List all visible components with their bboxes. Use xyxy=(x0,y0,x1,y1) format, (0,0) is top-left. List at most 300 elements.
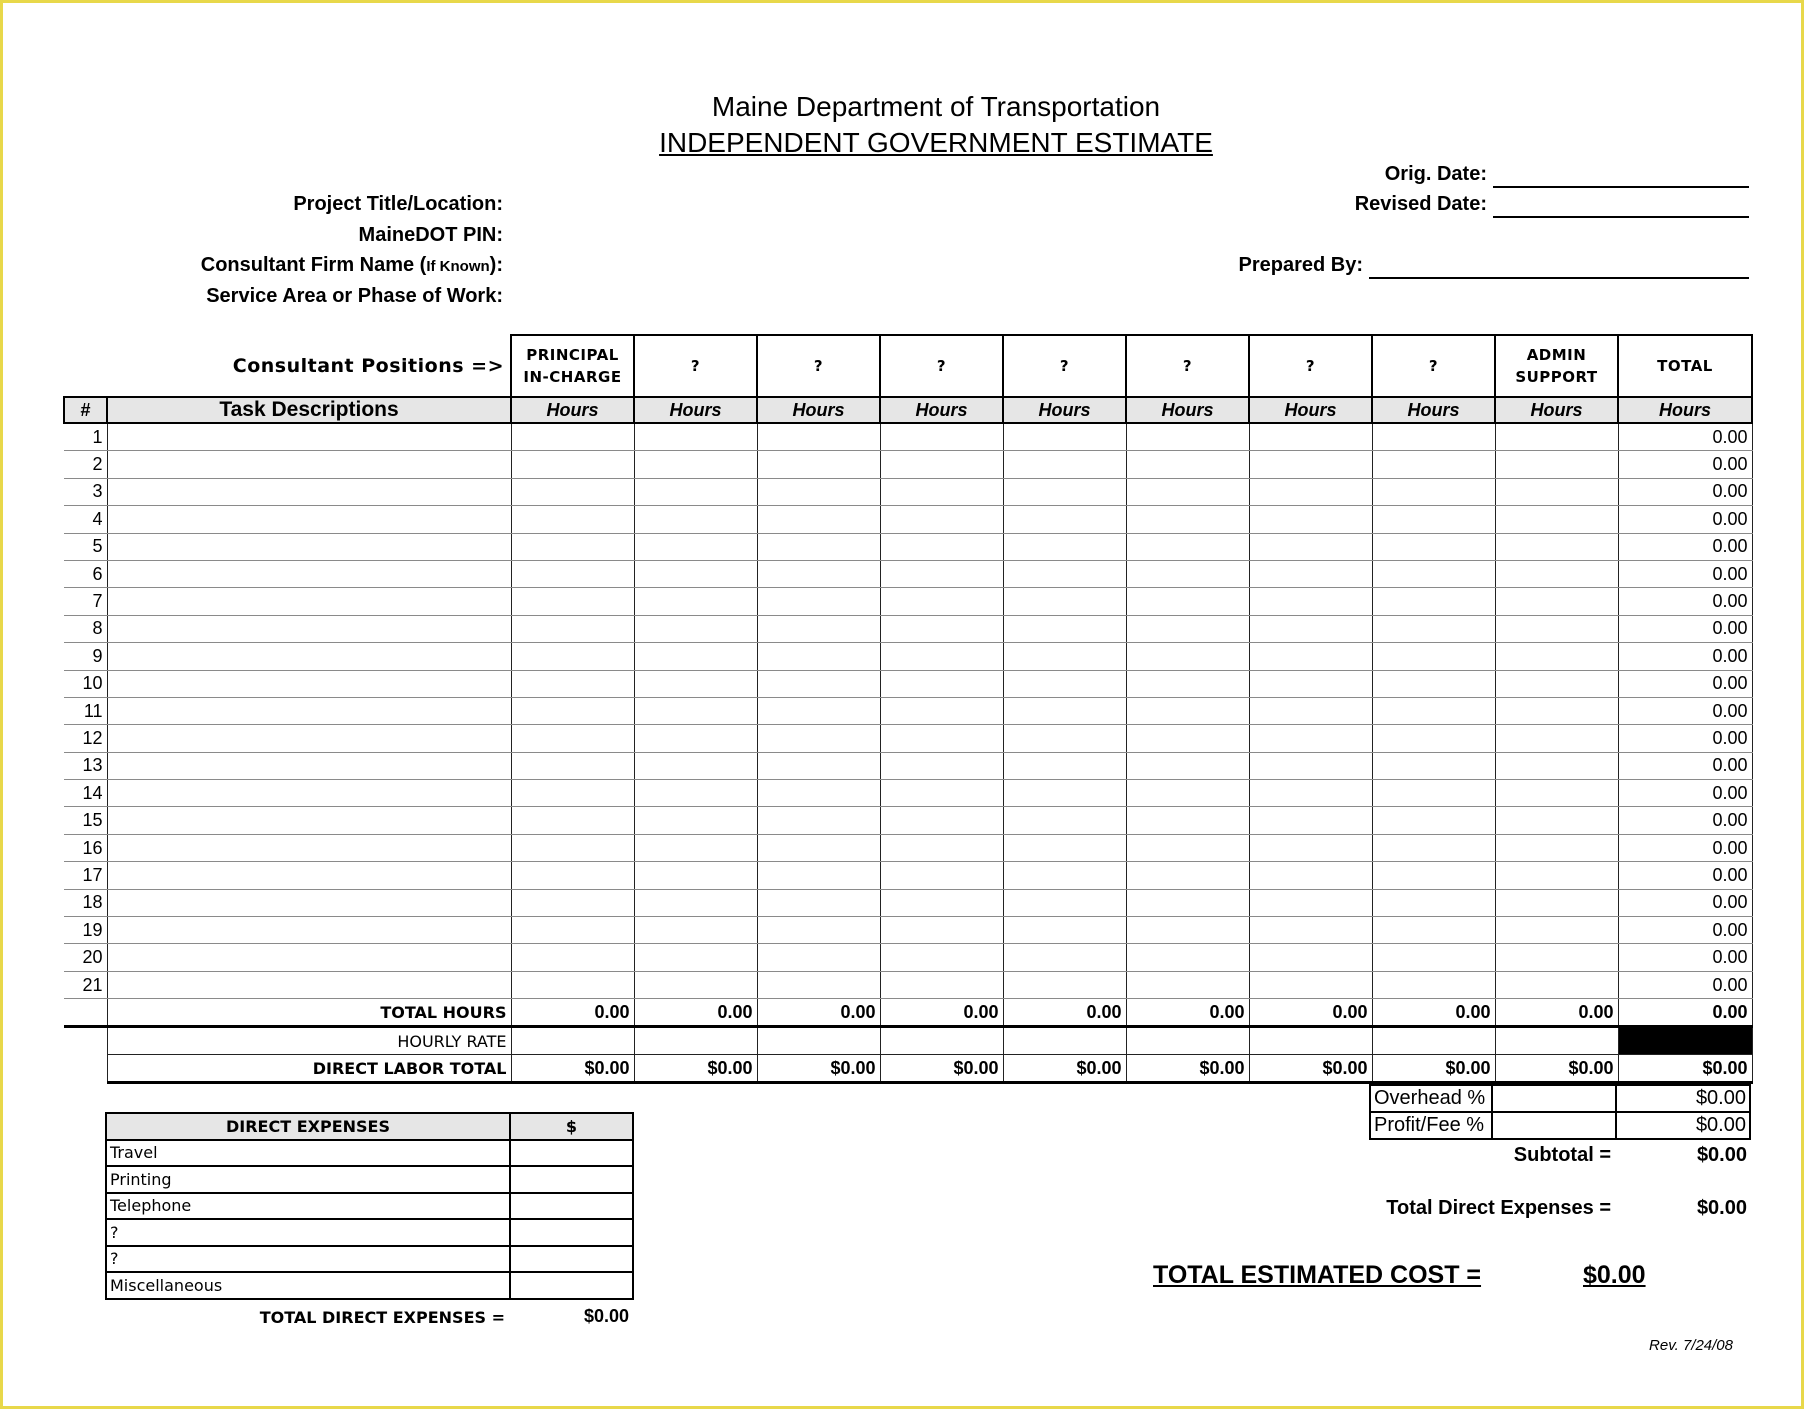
hourly-rate-cell[interactable] xyxy=(1249,1027,1372,1055)
subtotal-label: Subtotal = xyxy=(1513,1144,1611,1166)
hours-cell[interactable] xyxy=(1372,725,1495,752)
hours-cell[interactable] xyxy=(1495,506,1618,533)
hours-cell[interactable] xyxy=(511,451,634,478)
hours-cell[interactable] xyxy=(1003,807,1126,834)
hours-cell[interactable] xyxy=(1126,615,1249,642)
hours-cell[interactable] xyxy=(880,615,1003,642)
hours-cell[interactable] xyxy=(1249,944,1372,971)
hours-cell[interactable] xyxy=(1003,560,1126,587)
hours-cell[interactable] xyxy=(1495,780,1618,807)
hours-cell[interactable] xyxy=(1126,533,1249,560)
hours-cell[interactable] xyxy=(757,615,880,642)
hours-cell[interactable] xyxy=(634,780,757,807)
row-number: 4 xyxy=(64,506,107,533)
firm-label-small: If Known xyxy=(426,258,490,275)
hours-cell[interactable] xyxy=(1126,560,1249,587)
hours-cell[interactable] xyxy=(634,889,757,916)
revised-date-field[interactable] xyxy=(1493,216,1749,218)
direct-labor-row xyxy=(64,1055,1752,1083)
expense-row xyxy=(106,1272,633,1299)
direct-labor-cell: $0.00 xyxy=(634,1055,757,1083)
hours-cell[interactable] xyxy=(511,560,634,587)
hours-cell[interactable] xyxy=(634,725,757,752)
task-description-cell[interactable] xyxy=(107,725,511,752)
hours-cell[interactable] xyxy=(1126,643,1249,670)
hours-cell[interactable] xyxy=(1372,834,1495,861)
hours-cell[interactable] xyxy=(1372,670,1495,697)
hourly-rate-cell[interactable] xyxy=(1372,1027,1495,1055)
hourly-rate-cell[interactable] xyxy=(1126,1027,1249,1055)
hours-cell[interactable] xyxy=(880,862,1003,889)
task-description-cell[interactable] xyxy=(107,670,511,697)
hourly-rate-cell[interactable] xyxy=(511,1027,634,1055)
hours-cell[interactable] xyxy=(1495,944,1618,971)
hours-grid xyxy=(63,334,1753,1084)
expense-row xyxy=(106,1219,633,1246)
hours-cell[interactable] xyxy=(1372,478,1495,505)
row-total-hours: 0.00 xyxy=(1618,697,1752,724)
row-total-hours: 0.00 xyxy=(1618,588,1752,615)
hours-cell[interactable] xyxy=(1372,423,1495,451)
hours-cell[interactable] xyxy=(511,615,634,642)
hourly-rate-label: HOURLY RATE xyxy=(107,1027,511,1055)
hours-cell[interactable] xyxy=(634,423,757,451)
hours-cell[interactable] xyxy=(1495,478,1618,505)
task-description-cell[interactable] xyxy=(107,917,511,944)
hours-cell[interactable] xyxy=(880,643,1003,670)
hours-cell[interactable] xyxy=(880,697,1003,724)
hours-cell[interactable] xyxy=(1249,506,1372,533)
hours-cell[interactable] xyxy=(1003,697,1126,724)
total-hours-cell: 0.00 xyxy=(1618,999,1752,1027)
hours-cell[interactable] xyxy=(1495,615,1618,642)
form-title: INDEPENDENT GOVERNMENT ESTIMATE xyxy=(659,127,1213,158)
hours-cell[interactable] xyxy=(1372,643,1495,670)
hours-cell[interactable] xyxy=(511,944,634,971)
hours-cell[interactable] xyxy=(880,752,1003,779)
hours-cell[interactable] xyxy=(1249,725,1372,752)
row-number: 8 xyxy=(64,615,107,642)
expense-amount-cell[interactable] xyxy=(510,1272,633,1299)
row-number: 14 xyxy=(64,780,107,807)
hours-cell[interactable] xyxy=(757,834,880,861)
expense-row xyxy=(106,1246,633,1273)
hours-cell[interactable] xyxy=(757,752,880,779)
hours-cell[interactable] xyxy=(1003,451,1126,478)
hours-cell[interactable] xyxy=(757,862,880,889)
hours-cell[interactable] xyxy=(634,944,757,971)
hours-cell[interactable] xyxy=(634,588,757,615)
task-description-cell[interactable] xyxy=(107,944,511,971)
direct-labor-cell: $0.00 xyxy=(1495,1055,1618,1083)
hours-cell[interactable] xyxy=(1003,780,1126,807)
hours-cell[interactable] xyxy=(1495,588,1618,615)
hours-cell[interactable] xyxy=(634,478,757,505)
hours-cell[interactable] xyxy=(1126,971,1249,998)
hours-cell[interactable] xyxy=(1126,697,1249,724)
hours-cell[interactable] xyxy=(757,780,880,807)
hours-cell[interactable] xyxy=(1003,588,1126,615)
hours-cell[interactable] xyxy=(511,423,634,451)
task-description-cell[interactable] xyxy=(107,423,511,451)
hours-cell[interactable] xyxy=(1003,862,1126,889)
expense-amount-cell[interactable] xyxy=(510,1246,633,1273)
hours-cell[interactable] xyxy=(1003,643,1126,670)
table-row xyxy=(64,697,1752,724)
hours-cell[interactable] xyxy=(1249,971,1372,998)
hours-cell[interactable] xyxy=(880,834,1003,861)
hours-cell[interactable] xyxy=(757,889,880,916)
hours-cell[interactable] xyxy=(880,917,1003,944)
hours-cell[interactable] xyxy=(1495,807,1618,834)
hours-cell[interactable] xyxy=(511,862,634,889)
hours-cell[interactable] xyxy=(634,533,757,560)
table-row xyxy=(64,588,1752,615)
row-total-hours: 0.00 xyxy=(1618,862,1752,889)
task-description-cell[interactable] xyxy=(107,697,511,724)
hours-cell[interactable] xyxy=(1372,451,1495,478)
orig-date-label: Orig. Date: xyxy=(1384,163,1487,185)
prepared-by-field[interactable] xyxy=(1369,277,1749,279)
hours-cell[interactable] xyxy=(1003,506,1126,533)
hours-cell[interactable] xyxy=(880,725,1003,752)
hours-cell[interactable] xyxy=(1249,451,1372,478)
hours-cell[interactable] xyxy=(757,588,880,615)
hours-cell[interactable] xyxy=(1126,423,1249,451)
hours-cell[interactable] xyxy=(1495,533,1618,560)
hours-cell[interactable] xyxy=(757,944,880,971)
table-row xyxy=(64,752,1752,779)
row-total-hours: 0.00 xyxy=(1618,944,1752,971)
hours-cell[interactable] xyxy=(1126,752,1249,779)
hours-cell[interactable] xyxy=(511,917,634,944)
firm-label-end: ): xyxy=(489,254,503,276)
hours-cell[interactable] xyxy=(1372,862,1495,889)
hours-cell[interactable] xyxy=(757,533,880,560)
hours-cell[interactable] xyxy=(1126,588,1249,615)
hours-cell[interactable] xyxy=(511,889,634,916)
hours-cell[interactable] xyxy=(1249,697,1372,724)
hours-cell[interactable] xyxy=(1249,807,1372,834)
hours-cell[interactable] xyxy=(1249,588,1372,615)
hours-cell[interactable] xyxy=(1372,697,1495,724)
hours-cell[interactable] xyxy=(880,423,1003,451)
expense-amount-cell[interactable] xyxy=(510,1140,633,1167)
row-number: 9 xyxy=(64,643,107,670)
hours-cell[interactable] xyxy=(1126,917,1249,944)
hours-cell[interactable] xyxy=(1003,944,1126,971)
expense-amount-cell[interactable] xyxy=(510,1166,633,1193)
hours-cell[interactable] xyxy=(880,807,1003,834)
revised-date-label: Revised Date: xyxy=(1354,193,1487,215)
hours-cell[interactable] xyxy=(880,944,1003,971)
hours-cell[interactable] xyxy=(1126,807,1249,834)
hours-cell[interactable] xyxy=(1372,780,1495,807)
direct-labor-cell: $0.00 xyxy=(1618,1055,1752,1083)
direct-expenses-table xyxy=(105,1112,634,1300)
row-total-hours: 0.00 xyxy=(1618,917,1752,944)
hours-cell[interactable] xyxy=(511,478,634,505)
total-hours-cell: 0.00 xyxy=(1372,999,1495,1027)
hours-cell[interactable] xyxy=(511,780,634,807)
row-total-hours: 0.00 xyxy=(1618,615,1752,642)
hours-cell[interactable] xyxy=(634,451,757,478)
hours-cell[interactable] xyxy=(880,451,1003,478)
expense-row xyxy=(106,1140,633,1167)
hours-cell[interactable] xyxy=(1003,917,1126,944)
hours-cell[interactable] xyxy=(1249,560,1372,587)
hours-cell[interactable] xyxy=(1495,889,1618,916)
hours-cell[interactable] xyxy=(1372,889,1495,916)
row-total-hours: 0.00 xyxy=(1618,834,1752,861)
hours-cell[interactable] xyxy=(1372,533,1495,560)
task-description-cell[interactable] xyxy=(107,971,511,998)
total-hours-cell: 0.00 xyxy=(634,999,757,1027)
hours-cell[interactable] xyxy=(1003,615,1126,642)
row-total-hours: 0.00 xyxy=(1618,752,1752,779)
hours-cell[interactable] xyxy=(1495,423,1618,451)
row-number: 12 xyxy=(64,725,107,752)
hours-cell[interactable] xyxy=(757,643,880,670)
expense-amount-cell[interactable] xyxy=(510,1219,633,1246)
hours-cell[interactable] xyxy=(634,670,757,697)
hours-cell[interactable] xyxy=(1372,917,1495,944)
hours-cell[interactable] xyxy=(757,423,880,451)
hourly-rate-cell[interactable] xyxy=(1003,1027,1126,1055)
hours-cell[interactable] xyxy=(1495,971,1618,998)
hours-cell[interactable] xyxy=(511,752,634,779)
hourly-rate-cell[interactable] xyxy=(757,1027,880,1055)
task-description-cell[interactable] xyxy=(107,506,511,533)
total-direct-expenses-footer-label: TOTAL DIRECT EXPENSES = xyxy=(259,1308,505,1327)
hourly-rate-cell[interactable] xyxy=(634,1027,757,1055)
hours-cell[interactable] xyxy=(1126,478,1249,505)
table-row xyxy=(64,560,1752,587)
hours-cell[interactable] xyxy=(634,615,757,642)
pin-label: MaineDOT PIN: xyxy=(358,224,503,246)
hours-cell[interactable] xyxy=(1495,917,1618,944)
hours-cell[interactable] xyxy=(1495,697,1618,724)
hours-cell[interactable] xyxy=(1126,506,1249,533)
hours-cell[interactable] xyxy=(1003,478,1126,505)
row-number: 18 xyxy=(64,889,107,916)
hours-cell[interactable] xyxy=(1495,752,1618,779)
hours-cell[interactable] xyxy=(757,451,880,478)
task-description-cell[interactable] xyxy=(107,451,511,478)
row-number: 7 xyxy=(64,588,107,615)
overhead-value: $0.00 xyxy=(1616,1085,1750,1112)
hours-cell[interactable] xyxy=(511,588,634,615)
hours-cell[interactable] xyxy=(634,971,757,998)
task-description-cell[interactable] xyxy=(107,889,511,916)
hours-cell[interactable] xyxy=(1003,752,1126,779)
hours-cell[interactable] xyxy=(1003,889,1126,916)
hours-cell[interactable] xyxy=(1126,780,1249,807)
hours-cell[interactable] xyxy=(757,697,880,724)
hours-cell[interactable] xyxy=(1126,670,1249,697)
hours-cell[interactable] xyxy=(880,670,1003,697)
table-row xyxy=(64,670,1752,697)
hours-cell[interactable] xyxy=(1495,560,1618,587)
table-row xyxy=(64,834,1752,861)
hours-cell[interactable] xyxy=(1249,670,1372,697)
hours-cell[interactable] xyxy=(1126,834,1249,861)
hours-cell[interactable] xyxy=(1372,560,1495,587)
hours-cell[interactable] xyxy=(1249,834,1372,861)
hours-cell[interactable] xyxy=(757,725,880,752)
hours-cell[interactable] xyxy=(757,807,880,834)
hours-cell[interactable] xyxy=(757,917,880,944)
hours-cell[interactable] xyxy=(511,725,634,752)
expense-item-label: Miscellaneous xyxy=(106,1272,510,1299)
hours-cell[interactable] xyxy=(511,670,634,697)
hours-cell[interactable] xyxy=(1495,670,1618,697)
hours-cell[interactable] xyxy=(1372,615,1495,642)
hours-cell[interactable] xyxy=(1003,533,1126,560)
expense-amount-cell[interactable] xyxy=(510,1193,633,1220)
hours-cell[interactable] xyxy=(880,780,1003,807)
hours-cell[interactable] xyxy=(511,834,634,861)
row-number: 15 xyxy=(64,807,107,834)
hourly-rate-cell[interactable] xyxy=(1495,1027,1618,1055)
hours-cell[interactable] xyxy=(1003,423,1126,451)
position-col-3: ? xyxy=(757,335,880,397)
hours-cell[interactable] xyxy=(1372,588,1495,615)
hours-cell[interactable] xyxy=(880,533,1003,560)
hours-cell[interactable] xyxy=(634,506,757,533)
hours-cell[interactable] xyxy=(1495,451,1618,478)
row-total-hours: 0.00 xyxy=(1618,423,1752,451)
task-description-cell[interactable] xyxy=(107,780,511,807)
hours-cell[interactable] xyxy=(1249,889,1372,916)
hours-cell[interactable] xyxy=(1249,478,1372,505)
hours-cell[interactable] xyxy=(511,506,634,533)
task-description-cell[interactable] xyxy=(107,752,511,779)
profit-percent-input[interactable] xyxy=(1492,1112,1616,1139)
hours-cell[interactable] xyxy=(1249,862,1372,889)
hours-cell[interactable] xyxy=(1495,643,1618,670)
task-description-cell[interactable] xyxy=(107,533,511,560)
hours-cell[interactable] xyxy=(880,588,1003,615)
hours-cell[interactable] xyxy=(757,971,880,998)
hours-cell[interactable] xyxy=(1003,971,1126,998)
hours-cell[interactable] xyxy=(1249,423,1372,451)
total-estimated-cost-value: $0.00 xyxy=(1583,1261,1646,1289)
overhead-percent-input[interactable] xyxy=(1492,1085,1616,1112)
hours-cell[interactable] xyxy=(1249,533,1372,560)
hours-cell[interactable] xyxy=(1372,752,1495,779)
hours-cell[interactable] xyxy=(1003,670,1126,697)
hours-cell[interactable] xyxy=(880,560,1003,587)
hours-cell[interactable] xyxy=(1003,725,1126,752)
hours-cell[interactable] xyxy=(1495,862,1618,889)
hours-cell[interactable] xyxy=(634,917,757,944)
hours-cell[interactable] xyxy=(1372,807,1495,834)
position-col-7: ? xyxy=(1249,335,1372,397)
hours-cell[interactable] xyxy=(634,862,757,889)
hours-cell[interactable] xyxy=(634,560,757,587)
expense-item-label: Travel xyxy=(106,1140,510,1167)
hours-cell[interactable] xyxy=(1126,451,1249,478)
hours-cell[interactable] xyxy=(1126,944,1249,971)
hours-cell[interactable] xyxy=(1249,752,1372,779)
hours-cell[interactable] xyxy=(1003,834,1126,861)
task-description-cell[interactable] xyxy=(107,643,511,670)
hours-cell[interactable] xyxy=(1495,834,1618,861)
row-total-hours: 0.00 xyxy=(1618,506,1752,533)
hours-cell[interactable] xyxy=(634,807,757,834)
row-number: 11 xyxy=(64,697,107,724)
hours-cell[interactable] xyxy=(757,560,880,587)
task-description-cell[interactable] xyxy=(107,834,511,861)
hours-cell[interactable] xyxy=(757,506,880,533)
department-title: Maine Department of Transportation xyxy=(711,91,1161,122)
hours-cell[interactable] xyxy=(511,971,634,998)
task-description-cell[interactable] xyxy=(107,862,511,889)
task-description-cell[interactable] xyxy=(107,560,511,587)
hours-cell[interactable] xyxy=(1372,944,1495,971)
hours-cell[interactable] xyxy=(511,533,634,560)
hours-cell[interactable] xyxy=(1126,725,1249,752)
hours-cell[interactable] xyxy=(1495,725,1618,752)
hours-cell[interactable] xyxy=(1249,917,1372,944)
hours-cell[interactable] xyxy=(1372,506,1495,533)
hours-cell[interactable] xyxy=(1249,780,1372,807)
hours-cell[interactable] xyxy=(634,752,757,779)
row-number: 13 xyxy=(64,752,107,779)
expense-item-label: Printing xyxy=(106,1166,510,1193)
table-row xyxy=(64,506,1752,533)
hours-cell[interactable] xyxy=(880,478,1003,505)
positions-row xyxy=(64,335,1752,397)
hours-cell[interactable] xyxy=(1249,615,1372,642)
hours-cell[interactable] xyxy=(757,478,880,505)
direct-labor-cell: $0.00 xyxy=(1126,1055,1249,1083)
hours-cell[interactable] xyxy=(880,889,1003,916)
task-description-cell[interactable] xyxy=(107,615,511,642)
hours-cell[interactable] xyxy=(757,670,880,697)
hours-cell[interactable] xyxy=(1126,862,1249,889)
task-description-cell[interactable] xyxy=(107,478,511,505)
row-number: 16 xyxy=(64,834,107,861)
hours-cell[interactable] xyxy=(1126,889,1249,916)
hours-cell[interactable] xyxy=(511,643,634,670)
table-row xyxy=(64,807,1752,834)
hourly-rate-row xyxy=(64,1027,1752,1055)
hours-cell[interactable] xyxy=(1249,643,1372,670)
hours-cell[interactable] xyxy=(511,697,634,724)
total-direct-expenses-label: Total Direct Expenses = xyxy=(1386,1197,1611,1219)
hours-cell[interactable] xyxy=(511,807,634,834)
hours-cell[interactable] xyxy=(880,506,1003,533)
consultant-firm-label xyxy=(33,254,503,277)
row-number: 17 xyxy=(64,862,107,889)
task-description-cell[interactable] xyxy=(107,807,511,834)
hours-cell[interactable] xyxy=(634,643,757,670)
hours-cell[interactable] xyxy=(634,834,757,861)
hours-cell[interactable] xyxy=(634,697,757,724)
profit-row xyxy=(1370,1112,1750,1139)
total-hours-row xyxy=(64,999,1752,1027)
hours-cell[interactable] xyxy=(880,971,1003,998)
orig-date-field[interactable] xyxy=(1493,186,1749,188)
position-col-admin: ADMIN SUPPORT xyxy=(1495,335,1618,397)
task-description-cell[interactable] xyxy=(107,588,511,615)
row-number: 10 xyxy=(64,670,107,697)
total-hours-cell: 0.00 xyxy=(1249,999,1372,1027)
hours-cell[interactable] xyxy=(1372,971,1495,998)
hourly-rate-cell[interactable] xyxy=(880,1027,1003,1055)
